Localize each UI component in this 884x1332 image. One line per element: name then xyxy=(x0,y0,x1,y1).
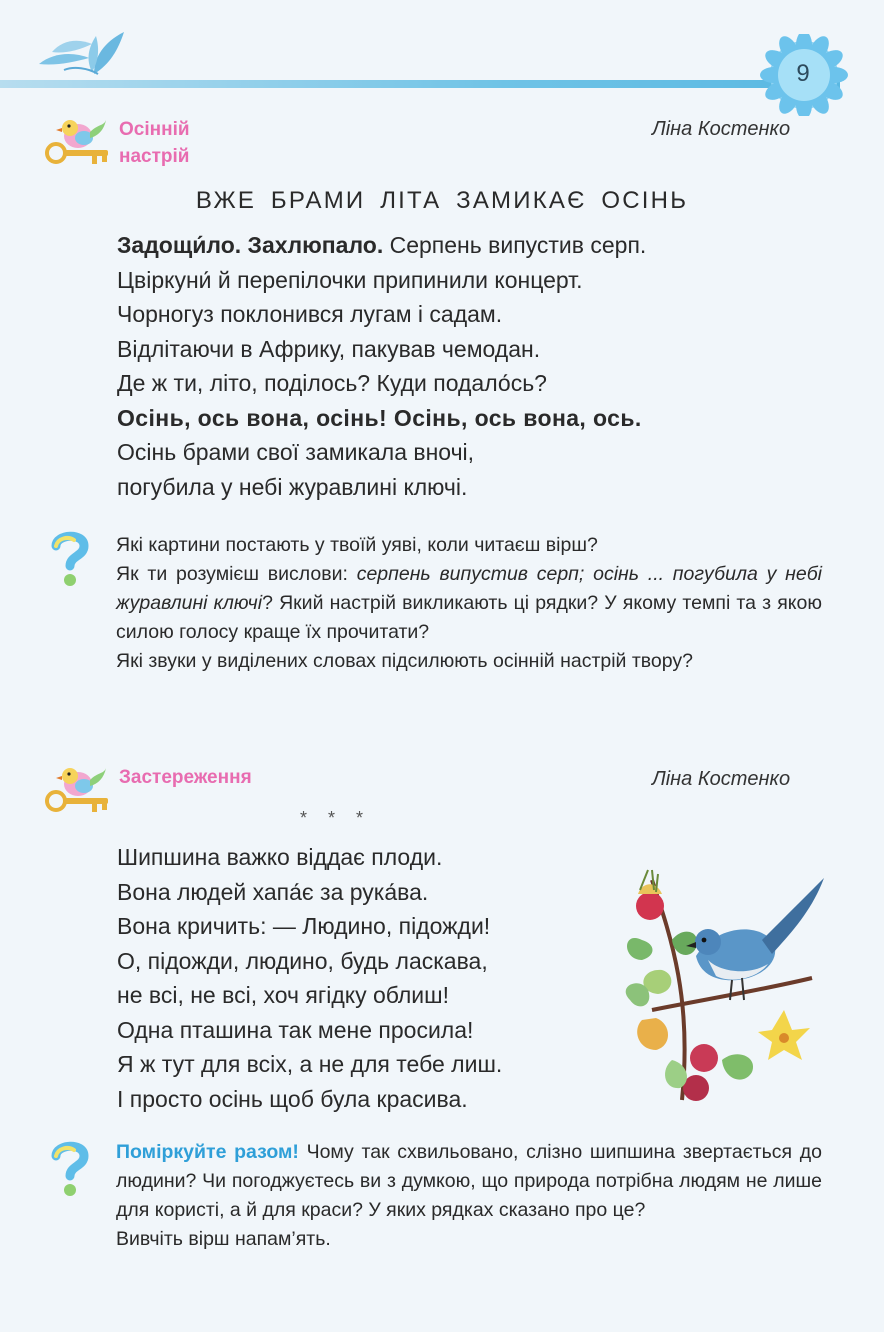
poem-line xyxy=(117,228,646,263)
question-text: ? Який настрій викликають ці рядки? У якому темпі та з якою силою голосу краще їх прочитати? xyxy=(116,592,822,643)
section-title-line: настрій xyxy=(119,146,190,167)
section-title-line: Осінній xyxy=(119,119,190,140)
poem-line-text: Серпень випустив серп. xyxy=(383,232,647,258)
section-title-warning: Застереження xyxy=(119,767,252,788)
author-name: Ліна Костенко xyxy=(652,768,791,790)
task: Вивчіть вірш напам’ять. xyxy=(116,1228,331,1250)
question: Які звуки у виділених словах підсилюють осінній настрій твору? xyxy=(116,650,694,672)
poem-line: погубила у небі журавлині ключі. xyxy=(117,473,468,500)
poem-line: І просто осінь щоб була красива. xyxy=(117,1085,468,1112)
question-mark-icon xyxy=(46,528,94,588)
question-mark-icon xyxy=(46,1138,94,1198)
question: Які картини постають у твоїй уяві, коли читаєш вірш? xyxy=(116,534,598,556)
poem-line: Чорногуз поклонився лугам і садам. xyxy=(117,301,503,327)
section-title-autumn-mood xyxy=(119,116,190,170)
poem-line: Шипшина важко віддає плоди. xyxy=(117,844,443,870)
poem-line: Вона кричить: — Людино, підожди! xyxy=(117,913,491,939)
poem-title: ВЖЕ БРАМИ ЛІТА ЗАМИКАЄ ОСІНЬ xyxy=(195,187,689,214)
poem-rosehip xyxy=(117,840,502,1116)
discussion-text: Чому так схвильовано, слізно шипшина звертається до людини? Чи погоджуєтесь ви з думкою, що природа потрібна людям не лише для користі, а й для краси? У яких рядках сказано про це? xyxy=(116,1141,822,1221)
questions-block xyxy=(116,531,822,676)
page-number: 9 xyxy=(796,60,810,87)
poem-line: Де ж ти, літо, поділось? Куди подало́сь? xyxy=(117,370,547,396)
poem-line: Відлітаючи в Африку, пакував чемодан. xyxy=(117,335,541,362)
poem-line: не всі, не всі, хоч ягідку облиш! xyxy=(117,982,449,1008)
leaf-ornament-icon xyxy=(34,22,134,82)
quoted-phrase: серпень випустив серп; осінь ... погубила у небі журавлині ключі xyxy=(116,563,822,614)
discussion-block xyxy=(116,1138,822,1254)
poem-line: Цвіркуни́ й перепілочки припинили концерт. xyxy=(117,266,583,293)
bird-on-rosehip-illustration xyxy=(612,860,832,1115)
poem-line: Я ж тут для всіх, а не для тебе лиш. xyxy=(117,1051,503,1077)
poem-line-emphasized: Осінь, ось вона, осінь! Осінь, ось вона, ось. xyxy=(117,404,642,431)
bird-key-icon xyxy=(44,762,112,818)
poem-line: Одна пташина так мене просила! xyxy=(117,1016,474,1043)
poem-stars: * * * xyxy=(300,808,372,828)
poem-line: Вона людей хапа́є за рука́ва. xyxy=(117,878,429,905)
poem-autumn xyxy=(117,228,646,504)
discussion-question xyxy=(116,1138,822,1225)
question xyxy=(116,560,822,647)
author-name: Ліна Костенко xyxy=(652,118,791,140)
question-text: Як ти розумієш вислови: xyxy=(116,563,357,585)
discussion-lead: Поміркуйте разом! xyxy=(116,1141,299,1163)
poem-line: Осінь брами свої замикала вночі, xyxy=(117,439,475,465)
emphasized-words: Задощи́ло. Захлюпало. xyxy=(117,232,384,258)
poem-line: О, підожди, людино, будь ласкава, xyxy=(117,947,488,974)
bird-key-icon xyxy=(44,114,112,170)
